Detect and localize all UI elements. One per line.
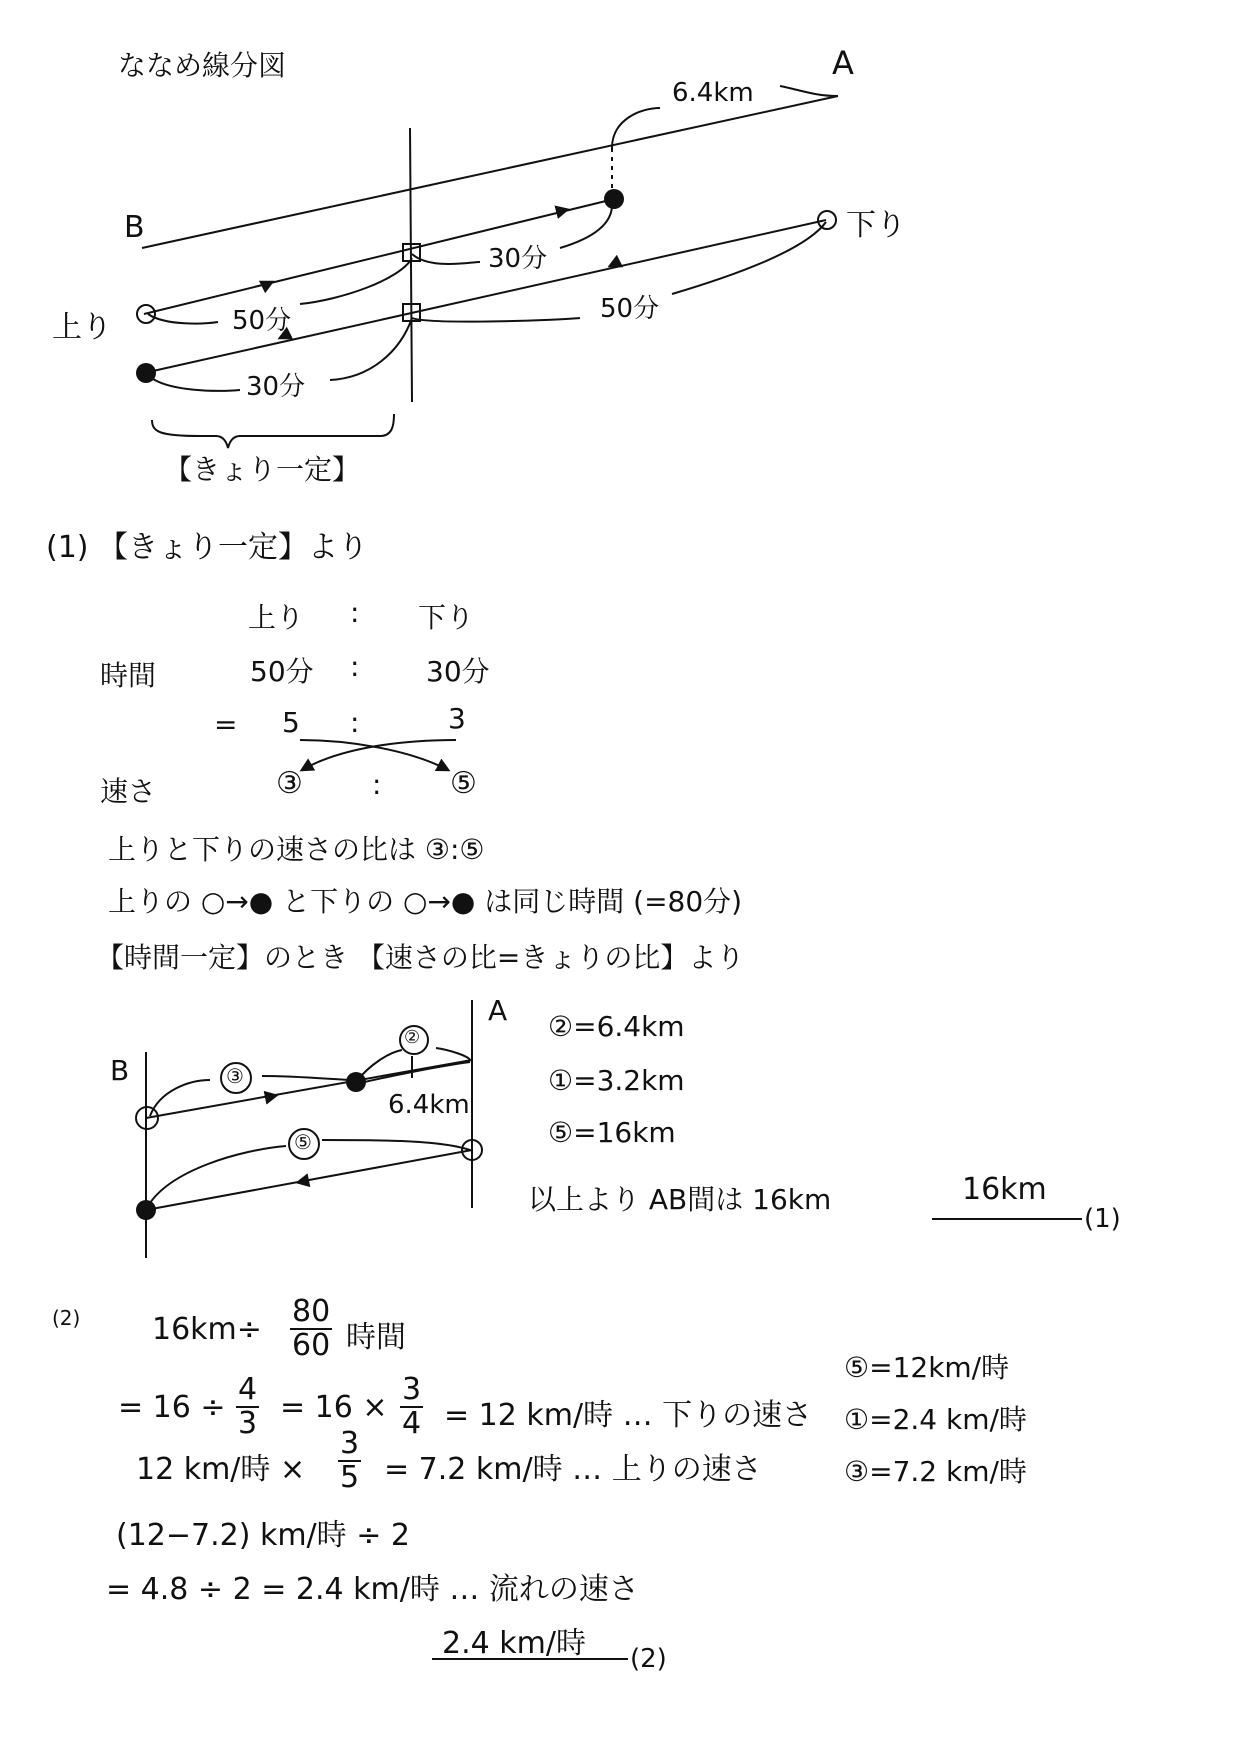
speed-row-down: ⑤ [450, 766, 477, 801]
time-row-down: 30分 [426, 655, 490, 688]
time-row-colon: : [350, 650, 360, 683]
curve-3-left [150, 1080, 210, 1116]
speed-row-colon: : [372, 768, 382, 801]
result-1-eq: ①=3.2km [548, 1064, 685, 1097]
part1-heading: (1) 【きょり一定】より [46, 530, 369, 565]
fraction-3-4 [400, 1374, 423, 1440]
result2-3-eq: ③=7.2 km/時 [844, 1455, 1027, 1488]
result-5-eq: ⑤=16km [548, 1116, 676, 1149]
ratio-simplified-up: 5 [282, 706, 300, 739]
curve-3-right [262, 1076, 354, 1080]
part2-answer: 2.4 km/時 [442, 1626, 586, 1661]
result-2-eq: ②=6.4km [548, 1010, 685, 1043]
fraction-80-60-num: 80 [292, 1294, 331, 1329]
diagram2-point-a: A [488, 994, 508, 1027]
speed-ratio-statement: 上りと下りの速さの比は ③:⑤ [108, 833, 485, 866]
time-row-label: 時間 [100, 659, 157, 692]
point-a-label: A [832, 44, 854, 82]
part2-line1-pre: 16km÷ [152, 1312, 262, 1347]
fraction-4-3-num: 4 [238, 1372, 258, 1407]
part1-answer-underline [932, 1218, 1082, 1220]
curve-2-right [436, 1048, 470, 1060]
diagram2-distance: 6.4km [388, 1090, 470, 1120]
part1-conclusion: 以上より AB間は 16km [528, 1183, 832, 1216]
speed-row-up: ③ [276, 766, 303, 801]
filled-circle-midpoint [346, 1072, 366, 1092]
diagram2-mark-5: ⑤ [294, 1130, 312, 1154]
curve-5-right [322, 1140, 470, 1150]
result2-5-eq: ⑤=12km/時 [844, 1351, 1010, 1384]
speed-row-label: 速さ [100, 775, 157, 808]
ratio-simplified-down: 3 [448, 702, 466, 735]
fraction-80-60 [290, 1296, 332, 1362]
same-time-statement: 上りの ○→● と下りの ○→● は同じ時間 (=80分) [108, 885, 743, 918]
brace-caption: 【きょり一定】 [164, 453, 361, 486]
page-title: ななめ線分図 [118, 49, 287, 82]
part2-line2-pre: = 16 ÷ [118, 1390, 226, 1425]
part1-answer: 16km [962, 1172, 1047, 1207]
up-label: 上り [52, 310, 112, 345]
part1-answer-tag: (1) [1084, 1204, 1121, 1234]
diagram2-point-b: B [110, 1054, 130, 1087]
fraction-3-5 [338, 1428, 361, 1494]
fraction-3-5-den: 5 [340, 1460, 360, 1495]
time-row-up: 50分 [250, 655, 314, 688]
part2-line3-pre: 12 km/時 × [136, 1452, 306, 1487]
fraction-4-3 [236, 1374, 259, 1440]
up-speed-line: = 7.2 km/時 … 上りの速さ [384, 1452, 762, 1487]
ratio-eq-sign: = [214, 708, 238, 741]
time-50-right: 50分 [600, 294, 660, 324]
ratio-header-up: 上り [248, 601, 305, 634]
time-50-left: 50分 [232, 306, 292, 336]
part2-answer-underline [432, 1658, 628, 1660]
fraction-3-4-num: 3 [402, 1372, 422, 1407]
part2-line1-post: 時間 [346, 1320, 406, 1355]
time-30-bottom: 30分 [246, 372, 306, 402]
ratio-simplified-colon: : [350, 706, 360, 739]
part2-line2-mid: = 16 × [280, 1390, 388, 1425]
down-label: 下り [846, 208, 906, 243]
current-speed-line: = 4.8 ÷ 2 = 2.4 km/時 … 流れの速さ [106, 1572, 639, 1607]
result2-1-eq: ①=2.4 km/時 [844, 1403, 1027, 1436]
current-speed-expression: (12−7.2) km/時 ÷ 2 [116, 1518, 410, 1553]
time-30-top: 30分 [488, 244, 548, 274]
ratio-header-down: 下り [418, 601, 475, 634]
diagram2-mark-2: ② [404, 1027, 421, 1048]
distance-label: 6.4km [672, 78, 754, 108]
time-constant-statement: 【時間一定】のとき 【速さの比=きょりの比】より [96, 941, 745, 974]
part2-heading: (2) [52, 1306, 81, 1330]
down-speed-line: = 12 km/時 … 下りの速さ [444, 1398, 813, 1433]
fraction-80-60-den: 60 [292, 1328, 331, 1363]
fraction-3-5-num: 3 [340, 1426, 360, 1461]
fraction-3-4-den: 4 [402, 1406, 422, 1441]
part2-answer-tag: (2) [630, 1644, 667, 1674]
point-b-label: B [124, 210, 145, 245]
diagram2-mark-3: ③ [226, 1064, 244, 1088]
ratio-header-colon: : [350, 596, 360, 629]
fraction-4-3-den: 3 [238, 1406, 258, 1441]
filled-circle-b [136, 1200, 156, 1220]
